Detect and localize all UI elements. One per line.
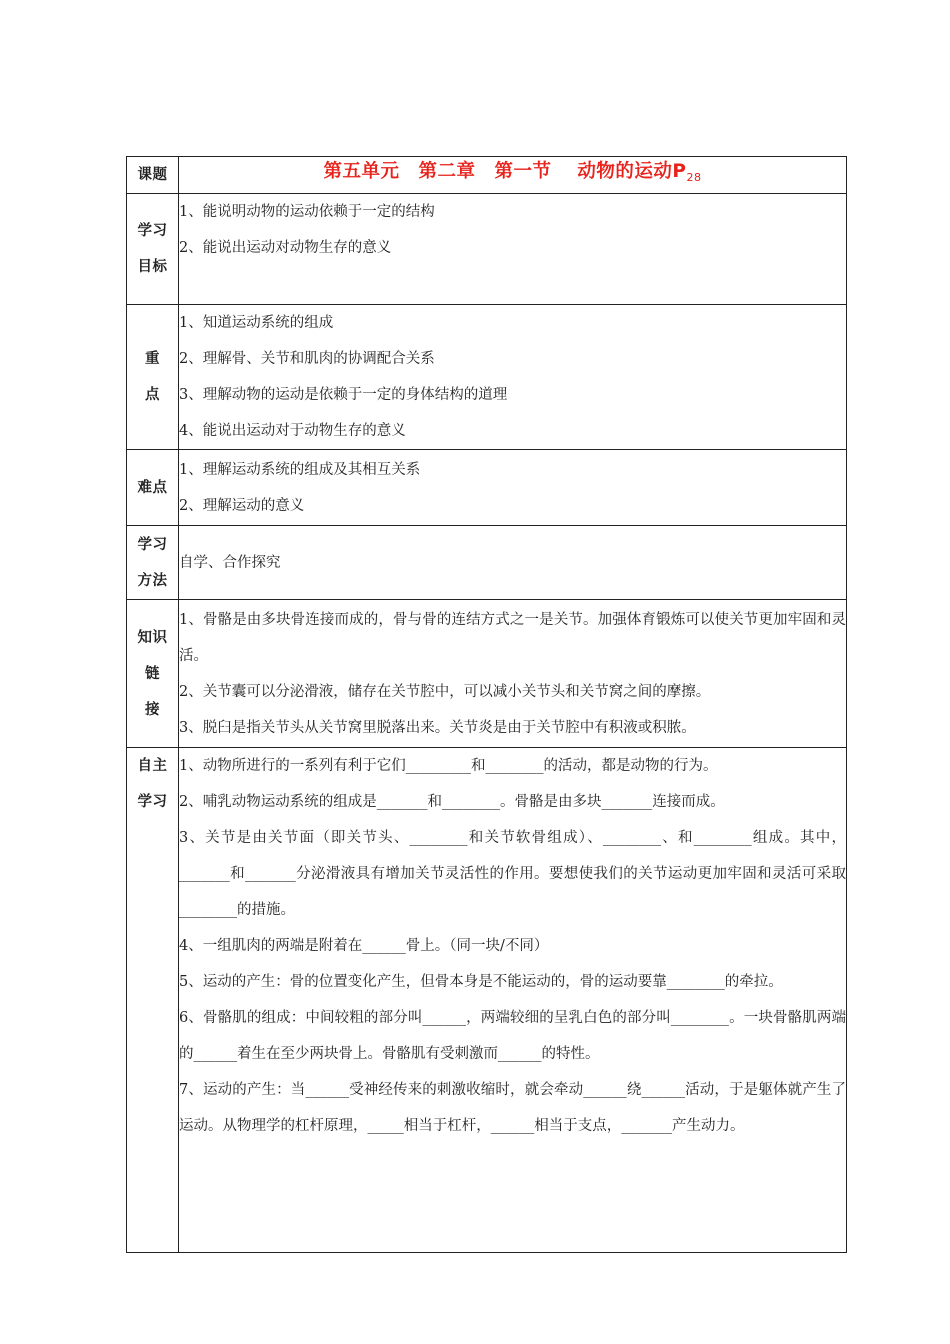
exercise-line: 4、一组肌肉的两端是附着在______骨上。（同一块/不同） [179, 938, 549, 954]
title-row [127, 157, 847, 194]
section-row-method [127, 526, 847, 600]
lesson-title-cell [179, 157, 847, 194]
difficulty-line: 1、理解运动系统的组成及其相互关系 [179, 461, 421, 478]
self-study-content [179, 748, 847, 1253]
method-line: 自学、合作探究 [179, 554, 281, 571]
row-label-objectives: 学习 目标 [127, 194, 179, 305]
row-label-key-points: 重 点 [127, 305, 179, 450]
lesson-plan-table [126, 156, 847, 1253]
method-content [179, 526, 847, 600]
row-label-difficulties: 难点 [127, 450, 179, 526]
row-label-method: 学习 方法 [127, 526, 179, 600]
objectives-content [179, 194, 847, 305]
objective-line: 2、能说出运动对动物生存的意义 [179, 240, 392, 256]
objective-line: 1、能说明动物的运动依赖于一定的结构 [179, 204, 435, 220]
exercise-line: 2、哺乳动物运动系统的组成是_______和________。骨骼是由多块_______连接而成。 [179, 794, 725, 810]
knowledge-line: 1、骨骼是由多块骨连接而成的，骨与骨的连结方式之一是关节。加强体育锻炼可以使关节更加牢固和灵活。 [179, 611, 846, 664]
key-point-line: 1、知道运动系统的组成 [179, 315, 334, 331]
exercise-line: 5、运动的产生：骨的位置变化产生，但骨本身是不能运动的，骨的运动要靠________的牵拉。 [179, 974, 783, 990]
section-row-key-points [127, 305, 847, 450]
exercise-line: 7、运动的产生：当______受神经传来的刺激收缩时，就会牵动______绕______活动，于是躯体就产生了运动。从物理学的杠杆原理，_____相当于杠杆，______相当于支点，_______产生动力。 [179, 1082, 846, 1134]
section-row-objectives [127, 194, 847, 305]
key-points-content [179, 305, 847, 450]
exercise-line: 3、关节是由关节面（即关节头、________和关节软骨组成）、________、和________组成。其中，_______和_______分泌滑液具有增加关节灵活性的作用。要想使我们的关节运动更加牢固和灵活可采取________的措施。 [179, 830, 846, 918]
knowledge-link-content [179, 600, 847, 748]
difficulty-line: 2、理解运动的意义 [179, 497, 305, 514]
key-point-line: 4、能说出运动对于动物生存的意义 [179, 423, 406, 439]
key-point-line: 2、理解骨、关节和肌肉的协调配合关系 [179, 351, 435, 367]
row-label-topic: 课题 [127, 157, 179, 194]
lesson-title: 第五单元 第二章 第一节 动物的运动$P_{28}$ [323, 161, 702, 184]
knowledge-line: 3、脱臼是指关节头从关节窝里脱落出来。关节炎是由于关节腔中有积液或积脓。 [179, 719, 696, 736]
exercise-line: 1、动物所进行的一系列有利于它们_________和________的活动，都是动物的行为。 [179, 758, 718, 774]
knowledge-line: 2、关节囊可以分泌滑液，储存在关节腔中，可以减小关节头和关节窝之间的摩擦。 [179, 683, 711, 700]
section-row-knowledge-link [127, 600, 847, 748]
row-label-knowledge-link: 知识 链 接 [127, 600, 179, 748]
row-label-self-study: 自主 学习 [127, 748, 179, 1253]
section-row-self-study [127, 748, 847, 1253]
difficulties-content [179, 450, 847, 526]
key-point-line: 3、理解动物的运动是依赖于一定的身体结构的道理 [179, 387, 508, 403]
exercise-line: 6、骨骼肌的组成：中间较粗的部分叫______，两端较细的呈乳白色的部分叫________。一块骨骼肌两端的______着生在至少两块骨上。骨骼肌有受刺激而______的特性。 [179, 1010, 846, 1062]
section-row-difficulties [127, 450, 847, 526]
